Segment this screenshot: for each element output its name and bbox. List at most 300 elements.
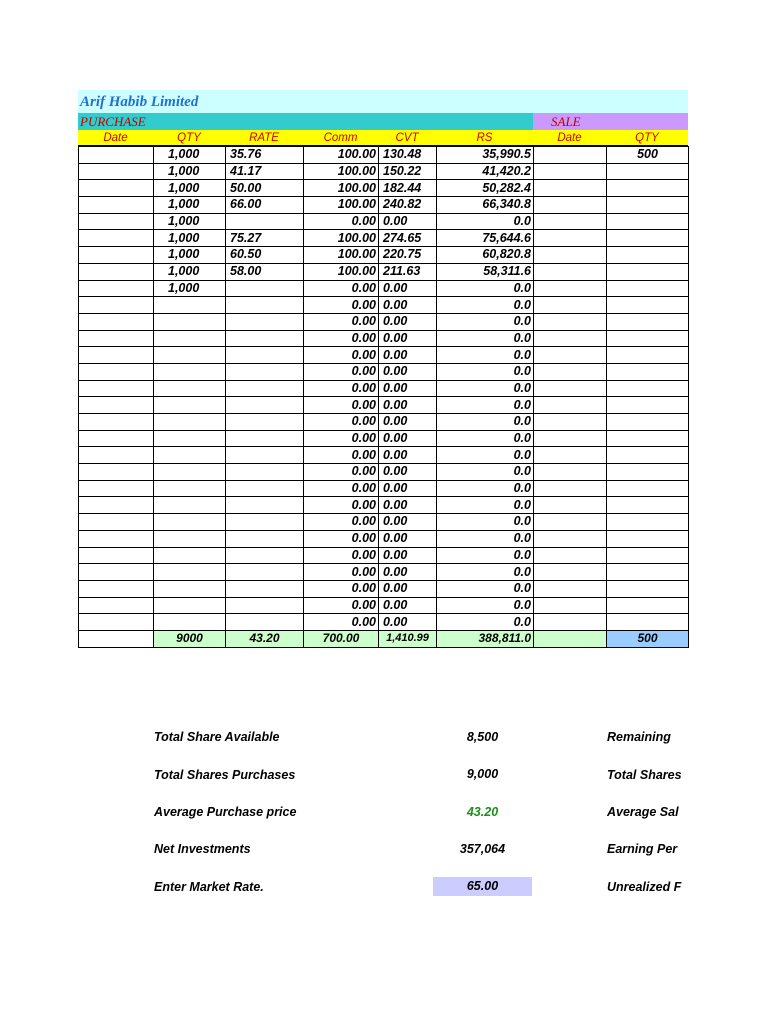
cell-sale-date[interactable] xyxy=(534,580,607,597)
cell-rate[interactable] xyxy=(226,313,304,330)
cell-date[interactable] xyxy=(79,297,154,314)
cell-rs[interactable]: 0.0 xyxy=(437,597,534,614)
cell-cvt[interactable]: 130.48 xyxy=(379,147,437,164)
cell-cvt[interactable]: 0.00 xyxy=(379,530,437,547)
cell-rate[interactable] xyxy=(226,580,304,597)
cell-rs[interactable]: 66,340.8 xyxy=(437,197,534,214)
cell-sale-qty[interactable] xyxy=(607,397,689,414)
cell-cvt[interactable]: 182.44 xyxy=(379,180,437,197)
column-header-row xyxy=(78,130,688,146)
cell-date[interactable] xyxy=(79,547,154,564)
cell-sale-date[interactable] xyxy=(534,564,607,581)
cell-qty[interactable] xyxy=(154,480,226,497)
cell-cvt[interactable]: 211.63 xyxy=(379,263,437,280)
cell-rate[interactable] xyxy=(226,497,304,514)
cell-rs[interactable]: 0.0 xyxy=(437,213,534,230)
cell-rs[interactable]: 0.0 xyxy=(437,514,534,531)
cell-comm[interactable]: 0.00 xyxy=(304,414,379,431)
table-row xyxy=(79,514,689,531)
cell-cvt[interactable]: 0.00 xyxy=(379,280,437,297)
cell-cvt[interactable]: 0.00 xyxy=(379,213,437,230)
cell-sale-qty[interactable] xyxy=(607,380,689,397)
cell-cvt[interactable]: 0.00 xyxy=(379,297,437,314)
cell-rate[interactable] xyxy=(226,597,304,614)
cell-sale-qty[interactable] xyxy=(607,497,689,514)
cell-rate[interactable] xyxy=(226,480,304,497)
cell-comm[interactable]: 0.00 xyxy=(304,363,379,380)
label-total-shares-purchases: Total Shares Purchases xyxy=(154,768,296,782)
cell-rate[interactable]: 60.50 xyxy=(226,247,304,264)
cell-rs[interactable]: 58,311.6 xyxy=(437,263,534,280)
cell-sale-date[interactable] xyxy=(534,514,607,531)
cell-cvt[interactable]: 0.00 xyxy=(379,414,437,431)
cell-date[interactable] xyxy=(79,430,154,447)
purchase-section-band xyxy=(78,113,533,130)
cell-sale-date[interactable] xyxy=(534,464,607,481)
cell-rate[interactable] xyxy=(226,547,304,564)
table-row xyxy=(79,247,689,264)
cell-sale-date[interactable] xyxy=(534,380,607,397)
table-row xyxy=(79,163,689,180)
cell-rs[interactable]: 0.0 xyxy=(437,564,534,581)
cell-sale-date[interactable] xyxy=(534,480,607,497)
cell-date[interactable] xyxy=(79,464,154,481)
total-date xyxy=(79,630,154,647)
cell-rs[interactable]: 0.0 xyxy=(437,530,534,547)
cell-date[interactable] xyxy=(79,447,154,464)
cell-rate[interactable] xyxy=(226,330,304,347)
cell-date[interactable] xyxy=(79,597,154,614)
total-sale-date xyxy=(534,630,607,647)
cell-sale-date[interactable] xyxy=(534,363,607,380)
cell-qty[interactable] xyxy=(154,514,226,531)
table-row xyxy=(79,380,689,397)
cell-qty[interactable] xyxy=(154,397,226,414)
cell-date[interactable] xyxy=(79,163,154,180)
cell-comm[interactable]: 0.00 xyxy=(304,614,379,631)
cell-date[interactable] xyxy=(79,380,154,397)
cell-cvt[interactable]: 0.00 xyxy=(379,514,437,531)
cell-comm[interactable]: 100.00 xyxy=(304,180,379,197)
cell-comm[interactable]: 0.00 xyxy=(304,430,379,447)
cell-rate[interactable] xyxy=(226,464,304,481)
table-row xyxy=(79,547,689,564)
cell-sale-qty[interactable] xyxy=(607,297,689,314)
cell-comm[interactable]: 0.00 xyxy=(304,564,379,581)
cell-rate[interactable] xyxy=(226,363,304,380)
summary-panel xyxy=(0,720,768,920)
cell-date[interactable] xyxy=(79,197,154,214)
cell-date[interactable] xyxy=(79,247,154,264)
cell-comm[interactable]: 0.00 xyxy=(304,580,379,597)
label-market-rate: Enter Market Rate. xyxy=(154,880,264,894)
cell-qty[interactable] xyxy=(154,430,226,447)
cell-qty[interactable] xyxy=(154,414,226,431)
cell-sale-date[interactable] xyxy=(534,614,607,631)
cell-cvt[interactable]: 0.00 xyxy=(379,614,437,631)
cell-cvt[interactable]: 0.00 xyxy=(379,547,437,564)
cell-qty[interactable]: 1,000 xyxy=(154,230,226,247)
cell-sale-date[interactable] xyxy=(534,213,607,230)
table-row xyxy=(79,297,689,314)
cell-comm[interactable]: 0.00 xyxy=(304,380,379,397)
cell-comm[interactable]: 100.00 xyxy=(304,263,379,280)
cell-rs[interactable]: 0.0 xyxy=(437,313,534,330)
cell-cvt[interactable]: 0.00 xyxy=(379,447,437,464)
cell-date[interactable] xyxy=(79,497,154,514)
cell-rate[interactable]: 50.00 xyxy=(226,180,304,197)
table-row xyxy=(79,597,689,614)
cell-date[interactable] xyxy=(79,530,154,547)
cell-rate[interactable] xyxy=(226,564,304,581)
cell-sale-qty[interactable] xyxy=(607,580,689,597)
cell-rate[interactable]: 35.76 xyxy=(226,147,304,164)
cell-sale-date[interactable] xyxy=(534,547,607,564)
cell-comm[interactable]: 100.00 xyxy=(304,197,379,214)
cell-sale-qty[interactable] xyxy=(607,464,689,481)
cell-sale-qty[interactable] xyxy=(607,347,689,364)
cell-sale-date[interactable] xyxy=(534,197,607,214)
cell-rs[interactable]: 0.0 xyxy=(437,347,534,364)
total-cvt: 1,410.99 xyxy=(379,630,437,647)
cell-sale-date[interactable] xyxy=(534,247,607,264)
cell-qty[interactable]: 1,000 xyxy=(154,213,226,230)
cell-cvt[interactable]: 0.00 xyxy=(379,330,437,347)
col-header-sale-qty: QTY xyxy=(635,132,659,144)
cell-rate[interactable] xyxy=(226,347,304,364)
total-rs: 388,811.0 xyxy=(437,630,534,647)
cell-rate[interactable]: 66.00 xyxy=(226,197,304,214)
cell-cvt[interactable]: 0.00 xyxy=(379,397,437,414)
cell-qty[interactable]: 1,000 xyxy=(154,147,226,164)
cell-rs[interactable]: 35,990.5 xyxy=(437,147,534,164)
table-row xyxy=(79,363,689,380)
cell-cvt[interactable]: 240.82 xyxy=(379,197,437,214)
table-row xyxy=(79,213,689,230)
cell-rate[interactable] xyxy=(226,213,304,230)
cell-cvt[interactable]: 0.00 xyxy=(379,464,437,481)
cell-comm[interactable]: 0.00 xyxy=(304,464,379,481)
cell-sale-qty[interactable] xyxy=(607,547,689,564)
cell-qty[interactable]: 1,000 xyxy=(154,180,226,197)
cell-cvt[interactable]: 0.00 xyxy=(379,597,437,614)
cell-sale-date[interactable] xyxy=(534,430,607,447)
cell-cvt[interactable]: 220.75 xyxy=(379,247,437,264)
cell-qty[interactable] xyxy=(154,380,226,397)
cell-cvt[interactable]: 0.00 xyxy=(379,313,437,330)
cell-cvt[interactable]: 0.00 xyxy=(379,347,437,364)
cell-comm[interactable]: 0.00 xyxy=(304,347,379,364)
cell-rs[interactable]: 0.0 xyxy=(437,464,534,481)
cell-date[interactable] xyxy=(79,564,154,581)
cell-rs[interactable]: 0.0 xyxy=(437,614,534,631)
cell-sale-date[interactable] xyxy=(534,397,607,414)
table-row xyxy=(79,564,689,581)
cell-comm[interactable]: 0.00 xyxy=(304,280,379,297)
total-rate: 43.20 xyxy=(226,630,304,647)
cell-rs[interactable]: 0.0 xyxy=(437,397,534,414)
label-earning-per: Earning Per xyxy=(607,842,678,856)
cell-qty[interactable] xyxy=(154,564,226,581)
cell-comm[interactable]: 100.00 xyxy=(304,147,379,164)
label-average-sale: Average Sal xyxy=(607,805,679,819)
cell-rate[interactable] xyxy=(226,297,304,314)
cell-date[interactable] xyxy=(79,397,154,414)
cell-qty[interactable] xyxy=(154,547,226,564)
cell-qty[interactable]: 1,000 xyxy=(154,263,226,280)
cell-cvt[interactable]: 0.00 xyxy=(379,380,437,397)
cell-qty[interactable]: 1,000 xyxy=(154,280,226,297)
cell-rate[interactable] xyxy=(226,530,304,547)
cell-sale-qty[interactable] xyxy=(607,247,689,264)
cell-rate[interactable]: 58.00 xyxy=(226,263,304,280)
cell-comm[interactable]: 0.00 xyxy=(304,480,379,497)
cell-date[interactable] xyxy=(79,213,154,230)
cell-sale-qty[interactable] xyxy=(607,530,689,547)
cell-rs[interactable]: 0.0 xyxy=(437,497,534,514)
cell-rate[interactable] xyxy=(226,447,304,464)
cell-date[interactable] xyxy=(79,280,154,297)
label-total-shares: Total Shares xyxy=(607,768,682,782)
cell-cvt[interactable]: 150.22 xyxy=(379,163,437,180)
cell-sale-qty[interactable] xyxy=(607,564,689,581)
cell-qty[interactable] xyxy=(154,530,226,547)
cell-rs[interactable]: 0.0 xyxy=(437,297,534,314)
cell-rate[interactable] xyxy=(226,514,304,531)
cell-qty[interactable] xyxy=(154,347,226,364)
cell-sale-qty[interactable] xyxy=(607,213,689,230)
cell-sale-qty[interactable] xyxy=(607,363,689,380)
cell-qty[interactable] xyxy=(154,363,226,380)
cell-cvt[interactable]: 0.00 xyxy=(379,480,437,497)
cell-sale-qty[interactable] xyxy=(607,180,689,197)
cell-rs[interactable]: 0.0 xyxy=(437,580,534,597)
cell-qty[interactable]: 1,000 xyxy=(154,197,226,214)
cell-qty[interactable] xyxy=(154,497,226,514)
cell-cvt[interactable]: 0.00 xyxy=(379,363,437,380)
table-row xyxy=(79,197,689,214)
cell-sale-qty[interactable] xyxy=(607,480,689,497)
table-row xyxy=(79,230,689,247)
cell-qty[interactable] xyxy=(154,297,226,314)
cell-sale-date[interactable] xyxy=(534,530,607,547)
cell-date[interactable] xyxy=(79,330,154,347)
cell-sale-qty[interactable] xyxy=(607,197,689,214)
cell-qty[interactable]: 1,000 xyxy=(154,163,226,180)
company-title: Arif Habib Limited xyxy=(78,90,688,113)
cell-qty[interactable] xyxy=(154,580,226,597)
cell-date[interactable] xyxy=(79,614,154,631)
cell-sale-qty[interactable] xyxy=(607,263,689,280)
cell-date[interactable] xyxy=(79,580,154,597)
col-header-rate: RATE xyxy=(249,132,279,144)
cell-sale-date[interactable] xyxy=(534,330,607,347)
cell-sale-qty[interactable] xyxy=(607,447,689,464)
cell-comm[interactable]: 100.00 xyxy=(304,163,379,180)
purchase-label: PURCHASE xyxy=(80,114,146,129)
label-total-share-available: Total Share Available xyxy=(154,730,280,744)
cell-comm[interactable]: 0.00 xyxy=(304,530,379,547)
cell-date[interactable] xyxy=(79,414,154,431)
table-row xyxy=(79,430,689,447)
cell-rs[interactable]: 0.0 xyxy=(437,380,534,397)
cell-rs[interactable]: 0.0 xyxy=(437,280,534,297)
cell-rs[interactable]: 50,282.4 xyxy=(437,180,534,197)
table-row xyxy=(79,147,689,164)
cell-comm[interactable]: 0.00 xyxy=(304,497,379,514)
cell-sale-qty[interactable] xyxy=(607,330,689,347)
cell-sale-qty[interactable] xyxy=(607,597,689,614)
cell-sale-date[interactable] xyxy=(534,263,607,280)
cell-sale-qty[interactable] xyxy=(607,614,689,631)
cell-rate[interactable] xyxy=(226,380,304,397)
col-header-date: Date xyxy=(103,132,128,144)
col-header-comm: Comm xyxy=(323,132,358,144)
label-unrealized: Unrealized F xyxy=(607,880,682,894)
cell-rate[interactable] xyxy=(226,430,304,447)
cell-date[interactable] xyxy=(79,363,154,380)
cell-qty[interactable] xyxy=(154,447,226,464)
cell-date[interactable] xyxy=(79,480,154,497)
cell-rs[interactable]: 41,420.2 xyxy=(437,163,534,180)
cell-comm[interactable]: 0.00 xyxy=(304,547,379,564)
cell-comm[interactable]: 0.00 xyxy=(304,447,379,464)
table-row xyxy=(79,263,689,280)
cell-sale-qty[interactable] xyxy=(607,280,689,297)
cell-date[interactable] xyxy=(79,147,154,164)
cell-rate[interactable] xyxy=(226,614,304,631)
cell-cvt[interactable]: 0.00 xyxy=(379,430,437,447)
table-row xyxy=(79,464,689,481)
value-total-shares-purchases: 9,000 xyxy=(466,767,499,781)
cell-rs[interactable]: 0.0 xyxy=(437,414,534,431)
col-header-cvt: CVT xyxy=(395,132,419,144)
table-row xyxy=(79,530,689,547)
cell-sale-qty[interactable] xyxy=(607,313,689,330)
cell-sale-date[interactable] xyxy=(534,280,607,297)
cell-comm[interactable]: 0.00 xyxy=(304,213,379,230)
cell-date[interactable] xyxy=(79,347,154,364)
cell-rs[interactable]: 60,820.8 xyxy=(437,247,534,264)
cell-comm[interactable]: 0.00 xyxy=(304,330,379,347)
cell-qty[interactable] xyxy=(154,313,226,330)
total-qty: 9000 xyxy=(154,630,226,647)
cell-cvt[interactable]: 274.65 xyxy=(379,230,437,247)
sale-label: SALE xyxy=(551,114,581,129)
value-total-share-available: 8,500 xyxy=(466,730,499,744)
cell-sale-date[interactable] xyxy=(534,163,607,180)
cell-cvt[interactable]: 0.00 xyxy=(379,564,437,581)
total-comm: 700.00 xyxy=(304,630,379,647)
col-header-rs: RS xyxy=(476,132,493,144)
cell-sale-qty[interactable] xyxy=(607,414,689,431)
ledger-table xyxy=(78,146,689,648)
table-row xyxy=(79,180,689,197)
table-row xyxy=(79,580,689,597)
label-average-purchase-price: Average Purchase price xyxy=(154,805,297,819)
cell-date[interactable] xyxy=(79,180,154,197)
cell-qty[interactable] xyxy=(154,614,226,631)
label-net-investments: Net Investments xyxy=(154,842,251,856)
cell-rs[interactable]: 0.0 xyxy=(437,447,534,464)
cell-sale-date[interactable] xyxy=(534,313,607,330)
cell-sale-date[interactable] xyxy=(534,347,607,364)
cell-sale-date[interactable] xyxy=(534,447,607,464)
ledger-body xyxy=(79,147,689,648)
cell-sale-date[interactable] xyxy=(534,414,607,431)
cell-rate[interactable] xyxy=(226,397,304,414)
cell-qty[interactable] xyxy=(154,330,226,347)
cell-date[interactable] xyxy=(79,263,154,280)
market-rate-input[interactable]: 65.00 xyxy=(433,877,532,896)
total-sale-qty: 500 xyxy=(607,630,689,647)
table-row xyxy=(79,497,689,514)
cell-comm[interactable]: 0.00 xyxy=(304,597,379,614)
cell-sale-date[interactable] xyxy=(534,147,607,164)
cell-rs[interactable]: 0.0 xyxy=(437,480,534,497)
col-header-sale-date: Date xyxy=(557,132,582,144)
cell-sale-date[interactable] xyxy=(534,597,607,614)
cell-sale-qty[interactable]: 500 xyxy=(607,147,689,164)
cell-sale-date[interactable] xyxy=(534,297,607,314)
cell-sale-date[interactable] xyxy=(534,497,607,514)
cell-qty[interactable]: 1,000 xyxy=(154,247,226,264)
label-remaining: Remaining xyxy=(607,730,671,744)
totals-row xyxy=(79,630,689,647)
cell-rate[interactable]: 41.17 xyxy=(226,163,304,180)
cell-rate[interactable] xyxy=(226,280,304,297)
col-header-qty: QTY xyxy=(177,132,201,144)
table-row xyxy=(79,614,689,631)
cell-qty[interactable] xyxy=(154,464,226,481)
cell-cvt[interactable]: 0.00 xyxy=(379,580,437,597)
cell-rs[interactable]: 0.0 xyxy=(437,330,534,347)
value-net-investments: 357,064 xyxy=(459,842,506,856)
cell-date[interactable] xyxy=(79,313,154,330)
cell-rate[interactable]: 75.27 xyxy=(226,230,304,247)
table-row xyxy=(79,447,689,464)
cell-qty[interactable] xyxy=(154,597,226,614)
table-row xyxy=(79,414,689,431)
cell-sale-qty[interactable] xyxy=(607,163,689,180)
cell-date[interactable] xyxy=(79,230,154,247)
cell-comm[interactable]: 0.00 xyxy=(304,397,379,414)
cell-sale-date[interactable] xyxy=(534,230,607,247)
cell-sale-date[interactable] xyxy=(534,180,607,197)
cell-rs[interactable]: 0.0 xyxy=(437,547,534,564)
section-header-row xyxy=(78,113,688,130)
cell-rs[interactable]: 75,644.6 xyxy=(437,230,534,247)
cell-rs[interactable]: 0.0 xyxy=(437,363,534,380)
table-row xyxy=(79,397,689,414)
cell-comm[interactable]: 0.00 xyxy=(304,514,379,531)
cell-comm[interactable]: 0.00 xyxy=(304,313,379,330)
cell-sale-qty[interactable] xyxy=(607,230,689,247)
cell-comm[interactable]: 100.00 xyxy=(304,247,379,264)
cell-sale-qty[interactable] xyxy=(607,514,689,531)
cell-cvt[interactable]: 0.00 xyxy=(379,497,437,514)
table-row xyxy=(79,313,689,330)
cell-date[interactable] xyxy=(79,514,154,531)
table-row xyxy=(79,280,689,297)
spreadsheet xyxy=(78,90,688,648)
table-row xyxy=(79,330,689,347)
cell-rs[interactable]: 0.0 xyxy=(437,430,534,447)
cell-comm[interactable]: 100.00 xyxy=(304,230,379,247)
cell-sale-qty[interactable] xyxy=(607,430,689,447)
cell-rate[interactable] xyxy=(226,414,304,431)
cell-comm[interactable]: 0.00 xyxy=(304,297,379,314)
